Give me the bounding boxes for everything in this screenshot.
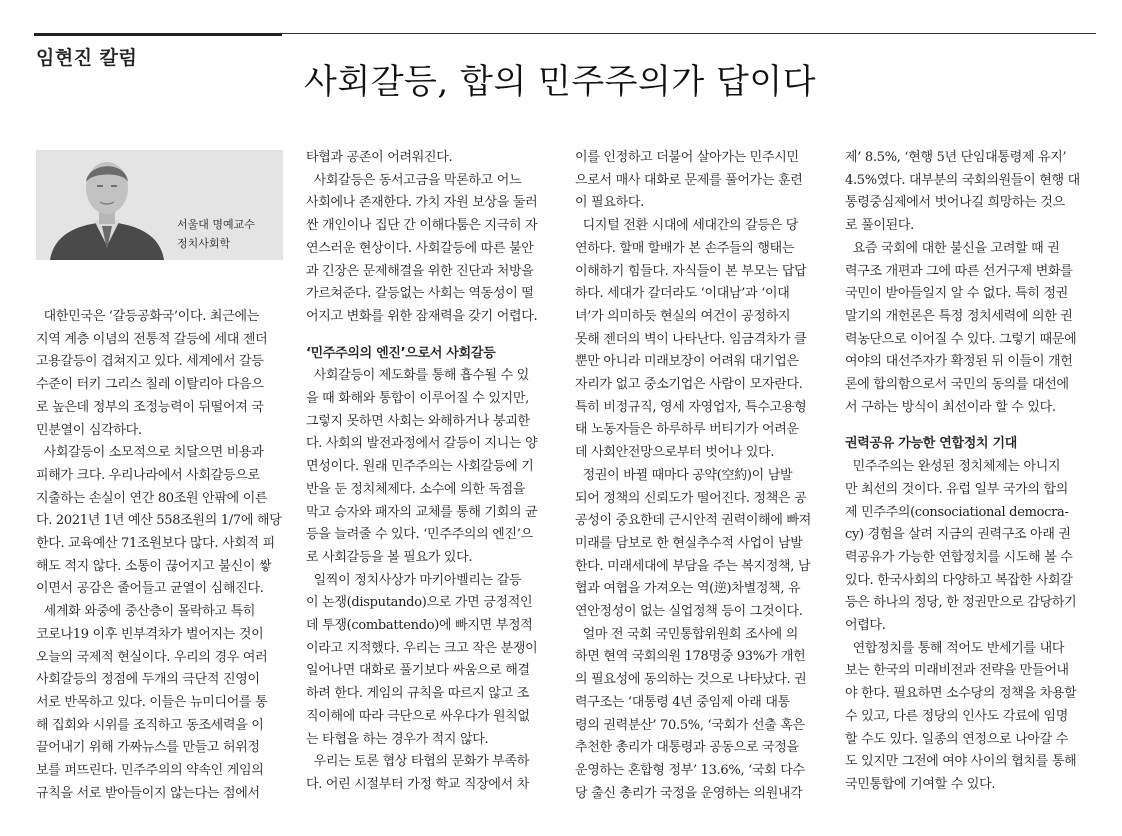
text-line: 등은 하나의 정당, 한 정권만으로 감당하기 [845,595,1077,611]
text-line: 수 있고, 다른 정당의 인사도 각료에 임명 [845,708,1068,724]
text-line: 여야의 대선주자가 확정된 뒤 이들이 개헌 [845,354,1073,370]
text-line: 피해가 크다. 우리나라에서 사회갈등으로 [36,467,260,483]
text-line: 령의 권력분산’ 70.5%, ‘국회가 선출 혹은 [575,717,805,733]
text-line: 서 구하는 방식이 최선이라 할 수 있다. [845,399,1056,415]
text-line: 면성이다. 원래 민주주의는 사회갈등에 기 [306,459,534,475]
text-line: 할 수도 있다. 일종의 연정으로 나아갈 수 [845,731,1068,747]
text-line: 특히 비정규직, 영세 자영업자, 특수고용형 [575,399,807,415]
author-info [177,215,255,253]
text-line: 과 긴장은 문제해결을 위한 진단과 처방을 [306,263,534,279]
article-column-2 [306,147,537,797]
text-line: 세계화 와중에 중산층이 몰락하고 특히 [36,604,256,620]
subheading-coalition-politics: 권력공유 가능한 연합정치 기대 [845,436,1018,452]
text-line: 이를 인정하고 더불어 살아가는 민주시민 [575,150,799,165]
text-line: 협과 여협을 가져오는 역(逆)차별정책, 유 [575,581,801,597]
text-line: 코로나19 이후 빈부격차가 벌어지는 것이 [36,626,264,642]
text-line: 사회갈등이 제도화를 통해 흡수될 수 있 [306,368,529,384]
text-line: 통령중심제에서 벗어나길 희망하는 것으 [845,195,1065,211]
text-line: 국민통합에 기여할 수 있다. [845,776,996,792]
text-line: 야 한다. 필요하면 소수당의 정책을 차용할 [845,686,1077,702]
text-line: 데 사회안전망으로부터 벗어나 있다. [575,445,775,461]
text-line: 보를 퍼뜨린다. 민주주의의 약속인 게임의 [36,763,264,779]
text-line: 수준이 터키 그리스 칠레 이탈리아 다음으 [36,377,264,393]
text-line: 이라고 지적했다. 우리는 크고 작은 분쟁이 [306,640,538,656]
text-line: 사회갈등의 정점에 두개의 극단적 진영이 [36,672,260,688]
author-affiliation: 서울대 명예교수 [177,218,255,231]
text-line: 이 필요하다. [575,195,644,211]
text-line: 타협과 공존이 어려워진다. [306,150,453,165]
text-line: 다. 사회의 발전과정에서 갈등이 지니는 양 [306,436,538,452]
text-line: 이면서 공감은 줄어들고 균열이 심해진다. [36,581,264,597]
text-line: 싼 개인이나 집단 간 이해다툼은 지극히 자 [306,218,538,234]
text-line: 끌어내기 위해 가짜뉴스를 만들고 허위정 [36,740,260,756]
text-line: 이해하기 힘들다. 자식들이 본 부모는 답답 [575,263,807,279]
text-line: 오늘의 국제적 현실이다. 우리의 경우 여러 [36,649,268,665]
text-line: 일어나면 대화로 풀기보다 싸움으로 해결 [306,663,530,679]
text-line: 반을 둔 정치체제다. 소수에 의한 독점을 [306,481,526,497]
text-line: cy) 경험을 살려 지금의 권력구조 아래 권 [845,527,1071,543]
text-line: 력구조는 ‘대통령 4년 중임제 아래 대통 [575,694,790,710]
column-label: 임현진 칼럼 [36,47,138,69]
text-line: 자리가 없고 중소기업은 사람이 모자란다. [575,377,803,393]
text-line: 민주주의는 완성된 정치체제는 아니지 [845,459,1061,475]
text-line: 디지털 전환 시대에 세대간의 갈등은 당 [575,218,798,234]
text-line: 로 높은데 정부의 조정능력이 뒤떨어져 국 [36,399,264,415]
text-line: 으로서 매사 대화로 문제를 풀어가는 훈련 [575,172,803,188]
text-line: 의 필요성에 동의하는 것으로 나타났다. 권 [575,672,807,688]
text-line: 지역 계층 이념의 전통적 갈등에 세대 젠더 [36,331,268,347]
text-line: 당 출신 총리가 국정을 운영하는 의원내각 [575,785,803,801]
text-line: 하면 현역 국회의원 178명중 93%가 개헌 [575,649,806,665]
subheading-democracy-engine: ‘민주주의의 엔진’으로서 사회갈등 [306,345,496,361]
text-line: 있다. 한국사회의 다양하고 복잡한 사회갈 [845,572,1073,588]
text-line: 만 최선의 것이다. 유럽 일부 국가의 합의 [845,481,1068,497]
text-line: 론에 합의함으로서 국민의 동의를 대선에 [845,377,1069,393]
text-line: 일찍이 정치사상가 마키아벨리는 갈등 [306,572,522,588]
text-line: 못해 젠더의 벽이 나타난다. 임금격차가 클 [575,331,807,347]
text-line: 사회에나 존재한다. 가치 자원 보상을 둘러 [306,195,538,211]
text-line: 도 있지만 그전에 여야 사이의 협치를 통해 [845,754,1077,770]
text-line: 력공유가 가능한 연합정치를 시도해 볼 수 [845,549,1073,565]
text-line: 하다. 세대가 갈더라도 ‘이대남’과 ‘이대 [575,286,790,302]
text-line: 력농단으로 이어질 수 있다. 그렇기 때문에 [845,331,1077,347]
text-line: 해 집회와 시위를 조직하고 동조세력을 이 [36,717,264,733]
headline: 사회갈등, 합의 민주주의가 답이다 [304,62,817,102]
text-line: 민분열이 심각하다. [36,422,142,438]
text-line: 하려 한다. 게임의 규칙을 따르지 않고 조 [306,686,529,702]
text-line: 그렇지 못하면 사회는 와해하거나 붕괴한 [306,413,530,429]
text-line: 우리는 토론 협상 타협의 문화가 부족하 [306,754,529,770]
text-line: 운영하는 혼합형 정부’ 13.6%, ‘국회 다수 [575,762,805,778]
text-line: 연합정치를 통해 적어도 반세기를 내다 [845,640,1065,656]
column-label-rule [34,33,282,36]
text-line: 연스러운 현상이다. 사회갈등에 따른 불안 [306,240,534,256]
text-line: 로 풀이된다. [845,218,914,234]
text-line: 공성이 중요한데 근시안적 권력이해에 빠져 [575,513,811,529]
text-line: 연안정성이 없는 실업정책 등이 그것이다. [575,604,803,620]
text-line: 지출하는 손실이 연간 80조원 안팎에 이른 [36,490,268,506]
text-line: 사회갈등은 동서고금을 막론하고 어느 [306,172,522,188]
text-line: 한다. 미래세대에 부담을 주는 복지정책, 남 [575,558,811,574]
text-line: 미래를 담보로 한 현실추수적 사업이 남발 [575,535,803,551]
text-line: 4.5%였다. 대부분의 국회의원들이 현행 대 [845,172,1080,188]
text-line: 사회갈등이 소모적으로 치달으면 비용과 [36,445,264,461]
article-column-4 [845,147,1080,797]
author-field: 정치사회학 [177,237,231,250]
author-photo-box [36,150,283,260]
text-line: 추천한 총리가 대통령과 공동으로 국정을 [575,740,799,756]
text-line: 다. 어린 시절부터 가정 학교 직장에서 차 [306,776,529,792]
text-line: 요즘 국회에 대한 불신을 고려할 때 권 [845,240,1060,256]
author-portrait [36,150,176,260]
text-line: 해도 적지 않다. 소통이 끊어지고 불신이 쌓 [36,558,272,574]
text-line: 국민이 받아들일지 알 수 없다. 특히 정권 [845,286,1068,302]
article-column-3 [575,147,811,805]
text-line: 보는 한국의 미래비전과 전략을 만들어내 [845,663,1069,679]
article-column-1 [36,306,281,805]
text-line: 로 사회갈등을 볼 필요가 있다. [306,549,473,565]
text-line: 얼마 전 국회 국민통합위원회 조사에 의 [575,626,798,642]
text-line: 말기의 개헌론은 특정 정치세력에 의한 권 [845,308,1073,324]
text-line: 막고 승자와 패자의 교체를 통해 기회의 균 [306,504,538,520]
text-line: 되어 정책의 신뢰도가 떨어진다. 정책은 공 [575,490,807,506]
text-line: 다. 2021년 1년 예산 558조원의 1/7에 해당 [36,513,282,529]
text-line: 는 타협을 하는 경우가 적지 않다. [306,731,489,747]
text-line: 직이해에 따라 극단으로 싸우다가 원칙없 [306,708,530,724]
text-line: 뿐만 아니라 미래보장이 어려워 대기업은 [575,354,799,370]
text-line: 이 논쟁(disputando)으로 가면 긍정적인 [306,595,533,611]
text-line: 연하다. 할매 할배가 본 손주들의 행태는 [575,240,795,256]
text-line: 녀’가 의미하듯 현실의 여건이 공정하지 [575,308,791,324]
text-line: 어지고 변화를 위한 잠재력을 갖기 어렵다. [306,308,538,324]
text-line: 고용갈등이 겹쳐지고 있다. 세계에서 갈등 [36,354,264,370]
text-line: 등을 늘려줄 수 있다. ‘민주주의의 엔진’으 [306,527,533,543]
text-line: 력구조 개편과 그에 따른 선거구제 변화를 [845,263,1073,279]
text-line: 서로 반목하고 있다. 이들은 뉴미디어를 통 [36,694,268,710]
text-line: 대한민국은 ‘갈등공화국’이다. 최근에는 [36,309,259,324]
text-line: 한다. 교육예산 71조원보다 많다. 사회적 피 [36,536,275,552]
text-line: 을 때 화해와 통합이 이루어질 수 있지만, [306,391,529,407]
text-line: 가르쳐준다. 갈등없는 사회는 역동성이 떨 [306,286,534,302]
text-line: 제 민주주의(consociational democra- [845,504,1069,520]
text-line: 규칙을 서로 받아들이지 않는다는 점에서 [36,785,260,801]
text-line: 데 투쟁(combattendo)에 빠지면 부정적 [306,618,533,634]
text-line: 태 노동자들은 하루하루 버티기가 어려운 [575,422,799,438]
text-line: 어렵다. [845,618,886,634]
text-line: 제’ 8.5%, ‘현행 5년 단임대통령제 유지’ [845,150,1067,165]
text-line: 정권이 바뀔 때마다 공약(空約)이 남발 [575,467,793,483]
